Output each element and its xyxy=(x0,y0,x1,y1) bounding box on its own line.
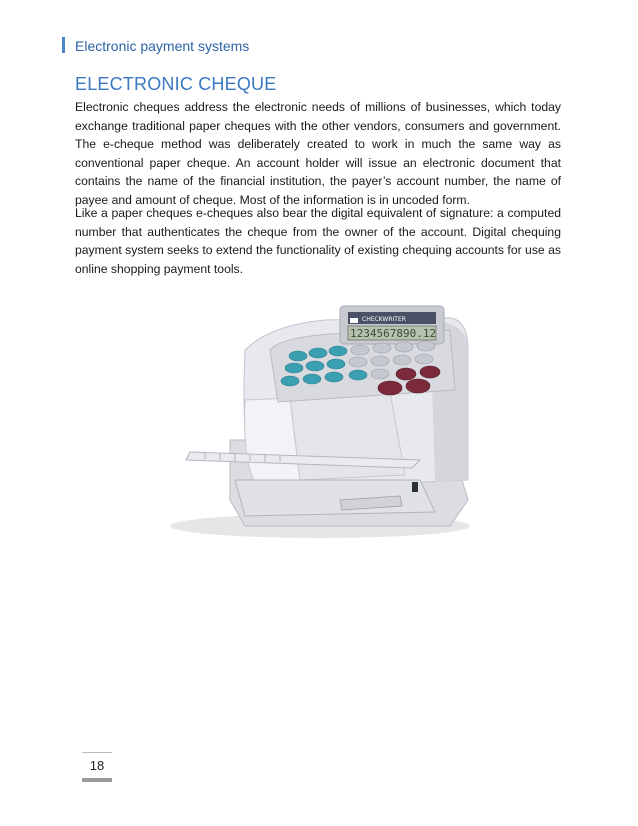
lcd-display: 1234567890.12 xyxy=(350,327,437,340)
header-accent-bar xyxy=(62,37,65,53)
model-label: CHECKWRITER xyxy=(362,316,406,323)
page-number: 18 xyxy=(89,758,105,773)
paragraph-1: Electronic cheques address the electronic needs of millions of businesses, which today exchange traditional paper cheques with the other vendors, consumers and government. The e-cheque method was deliberately created to work in much the same way as conventional paper cheque. An account holder will issue an electronic document that contains the name of the financial institution, the payer’s account number, the name of payee and amount of cheque. Most of the information is in uncoded form. xyxy=(75,100,561,207)
cheque-writer-image xyxy=(150,290,480,550)
section-heading: ELECTRONIC CHEQUE xyxy=(75,74,277,94)
page-number-bar xyxy=(82,778,112,782)
running-header: Electronic payment systems xyxy=(75,38,250,54)
paragraph-2: Like a paper cheques e-cheques also bear the digital equivalent of signature: a computed number that authenticates the cheque from the owner of the account. Digital chequing payment system seeks to extend the functionality of existing chequing accounts for use as online shopping payment tools. xyxy=(75,206,561,276)
page-number-rule xyxy=(82,752,112,753)
